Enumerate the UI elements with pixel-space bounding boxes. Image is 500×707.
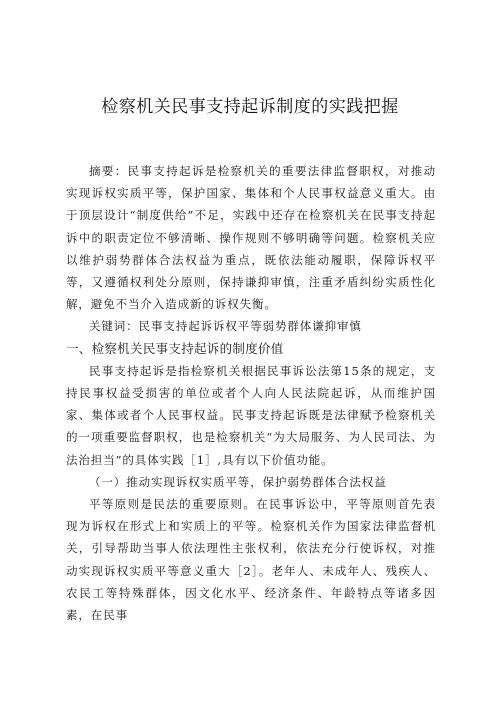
section-heading: 一、检察机关民事支持起诉的制度价值 [66,340,284,356]
subsection-heading: （一）推动实现诉权实质平等，保护弱势群体合法权益 [89,474,387,489]
section-paragraph: 民事支持起诉是指检察机关根据民事诉讼法第15条的规定，支持民事权益受损害的单位或者个人向人民法院起诉，从而维护国家、集体或者个人民事权益。民事支持起诉既是法律赋予检察机关的一项重要监督职权，也是检察机关“为大局服务、为人民司法、为法治担当”的具体实践［1］,具有以下价值功能。 [66,363,436,467]
document-title: 检察机关民事支持起诉制度的实践把握 [101,97,399,117]
subsection-paragraph: 平等原则是民法的重要原则。在民事诉讼中，平等原则首先表现为诉权在形式上和实质上的平等。检察机关作为国家法律监督机关，引导帮助当事人依法理性主张权利，依法充分行使诉权，对推动实现诉权实质平等意义重大［2］。老年人、未成年人、残疾人、农民工等特殊群体，因文化水平、经济条件、年龄特点等诸多因素，在民事 [66,497,436,623]
document-body [66,160,436,626]
keywords-line: 关键词：民事支持起诉诉权平等弱势群体谦抑审慎 [89,319,362,334]
abstract-paragraph: 摘要：民事支持起诉是检察机关的重要法律监督职权，对推动实现诉权实质平等，保护国家、集体和个人民事权益意义重大。由于顶层设计“制度供给”不足，实践中还存在检察机关在民事支持起诉中的职责定位不够清晰、操作规则不够明确等问题。检察机关应以维护弱势群体合法权益为重点，既依法能动履职，保障诉权平等，又遵循权利处分原则，保持谦抑审慎，注重矛盾纠纷实质性化解，避免不当介入造成新的诉权失衡。 [66,164,436,312]
